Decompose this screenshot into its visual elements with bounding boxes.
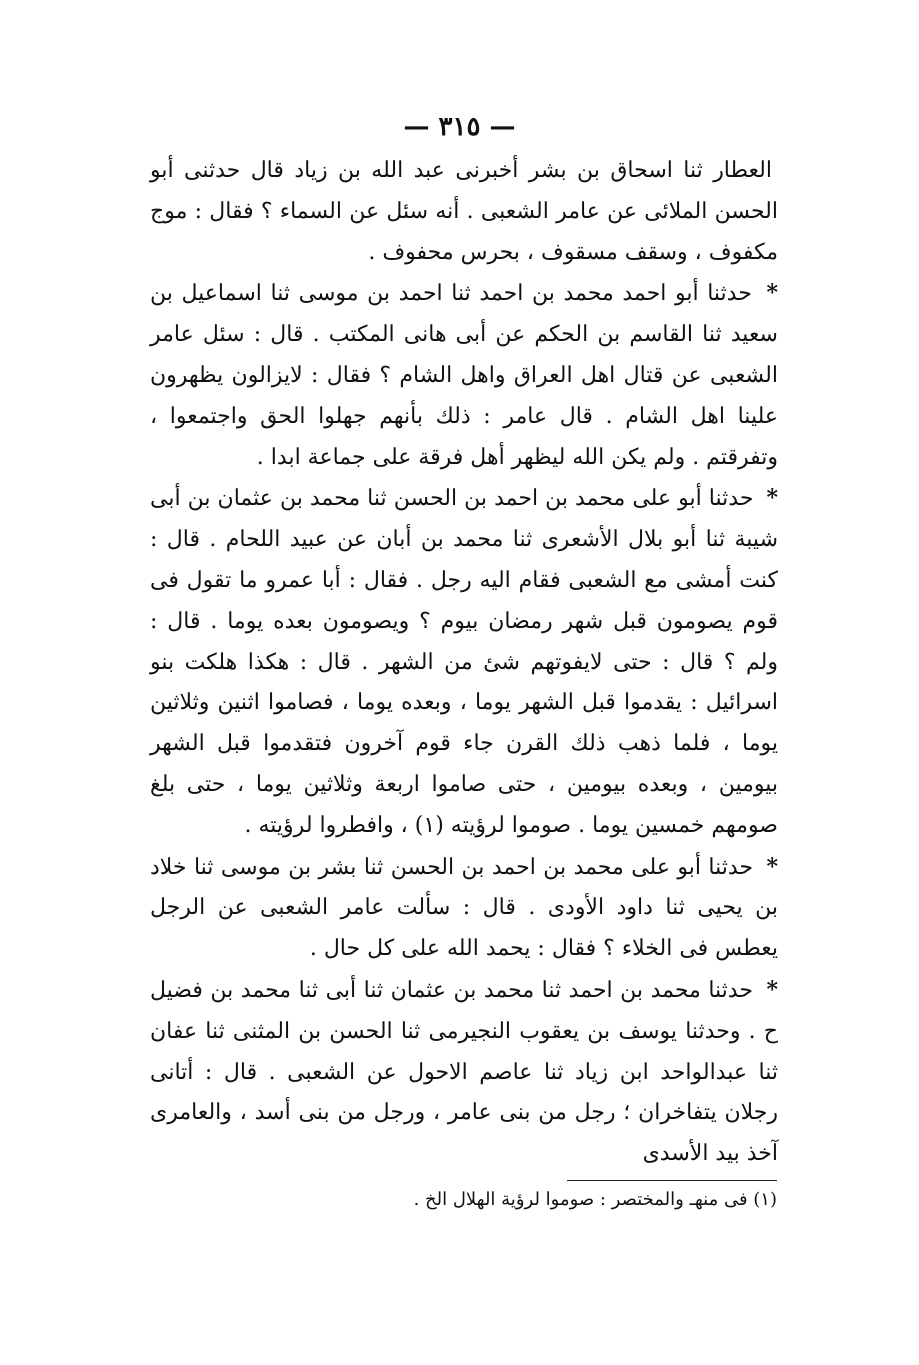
paragraph	[150, 150, 778, 273]
paragraph-text: حدثنا أبو على محمد بن احمد بن الحسن ثنا بشر بن موسى ثنا خلاد بن يحيى ثنا داود الأودى . قال : سألت عامر الشعبى عن الرجل يعطس فى الخلاء ؟ فقال : يحمد الله على كل حال .	[150, 854, 778, 962]
paragraph-marker: *	[766, 853, 778, 880]
page-number: — ٣١٥ —	[403, 112, 516, 142]
paragraph-marker: *	[766, 976, 778, 1003]
paragraph	[150, 970, 778, 1175]
footnote: (١) فى منهـ والمختصر : صوموا لرؤية الهلال الخ .	[413, 1189, 777, 1210]
paragraph-marker: *	[766, 280, 778, 307]
main-text	[150, 150, 778, 1175]
paragraph-text: حدثنا أبو على محمد بن احمد بن الحسن ثنا محمد بن عثمان بن أبى شيبة ثنا أبو بلال الأشعرى ثنا محمد بن أبان عن عبيد اللحام . قال : كنت أمشى مع الشعبى فقام اليه رجل . فقال : أبا عمرو ما تقول فى قوم يصومون قبل شهر رمضان بيوم ؟ ويصومون بعده يوما . قال : ولم ؟ قال : حتى لايفوتهم شئ من الشهر . قال : هكذا هلكت بنو اسرائيل : يقدموا قبل الشهر يوما ، وبعده يوما ، فصاموا اثنين وثلاثين يوما ، فلما ذهب ذلك القرن جاء قوم آخرون فتقدموا قبل الشهر بيومين ، وبعده بيومين ، حتى صاموا اربعة وثلاثين يوما ، حتى بلغ صومهم خمسين يوما . صوموا لرؤيته (١) ، وافطروا لرؤيته .	[150, 486, 778, 838]
paragraph	[150, 478, 778, 846]
paragraph-marker: *	[766, 485, 778, 512]
footnote-divider	[567, 1180, 777, 1181]
paragraph-text: حدثنا محمد بن احمد ثنا محمد بن عثمان ثنا أبى ثنا محمد بن فضيل ح . وحدثنا يوسف بن يعقوب النجيرمى ثنا الحسن بن المثنى ثنا عفان ثنا عبدالواحد ابن زياد ثنا عاصم الاحول عن الشعبى . قال : أتانى رجلان يتفاخران ؛ رجل من بنى عامر ، ورجل من بنى أسد ، والعامرى آخذ بيد الأسدى	[150, 977, 778, 1167]
paragraph-text: العطار ثنا اسحاق بن بشر أخبرنى عبد الله بن زياد قال حدثنى أبو الحسن الملائى عن عامر الشعبى . أنه سئل عن السماء ؟ فقال : موج مكفوف ، وسقف مسقوف ، بحرس محفوف .	[150, 158, 778, 265]
paragraph-text: حدثنا أبو احمد محمد بن احمد ثنا احمد بن موسى ثنا اسماعيل بن سعيد ثنا القاسم بن الحكم عن أبى هانى المكتب . قال : سئل عامر الشعبى عن قتال اهل العراق واهل الشام ؟ فقال : لايزالون يظهرون علينا اهل الشام . قال عامر : ذلك بأنهم جهلوا الحق واجتمعوا ، وتفرقتم . ولم يكن الله ليظهر أهل فرقة على جماعة ابدا .	[150, 281, 778, 470]
paragraph	[150, 847, 778, 970]
paragraph	[150, 273, 778, 478]
